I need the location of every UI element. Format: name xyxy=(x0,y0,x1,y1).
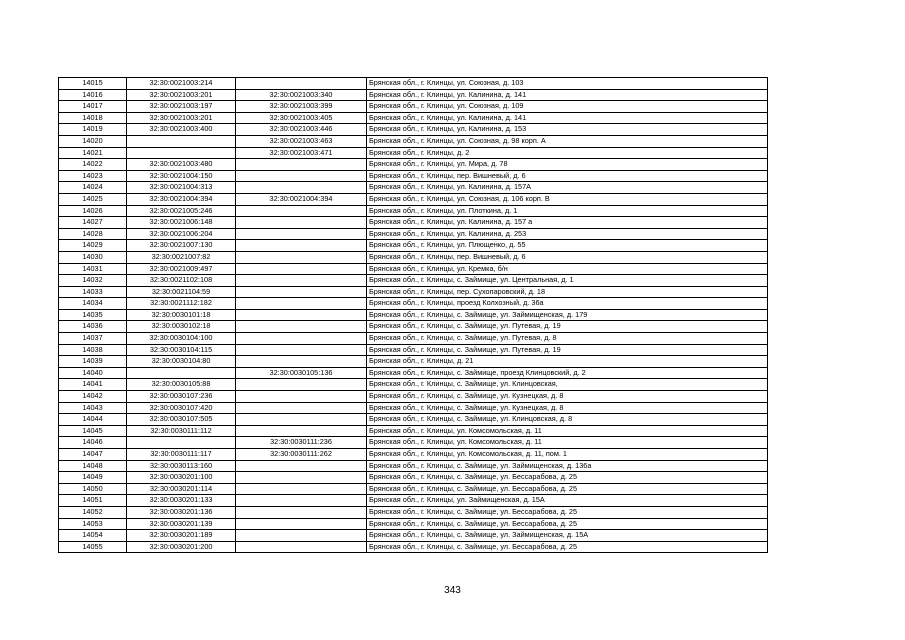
related-cadastral-number-cell xyxy=(236,205,367,217)
related-cadastral-number-cell: 32:30:0021003:405 xyxy=(236,112,367,124)
address-cell: Брянская обл., г. Клинцы, с. Займище, ул. Бессарабова, д. 25 xyxy=(367,518,768,530)
address-cell: Брянская обл., г. Клинцы, ул. Калинина, д. 253 xyxy=(367,228,768,240)
cadastral-number-cell: 32:30:0030104:100 xyxy=(127,333,236,345)
cadastral-number-cell: 32:30:0021102:108 xyxy=(127,275,236,287)
cadastral-number-cell: 32:30:0021003:197 xyxy=(127,101,236,113)
table-row xyxy=(59,124,768,136)
address-cell: Брянская обл., г. Клинцы, ул. Комсомольская, д. 11, пом. 1 xyxy=(367,449,768,461)
table-row xyxy=(59,182,768,194)
related-cadastral-number-cell xyxy=(236,541,367,553)
record-number-cell: 14032 xyxy=(59,275,127,287)
record-number-cell: 14048 xyxy=(59,460,127,472)
address-cell: Брянская обл., г. Клинцы, с. Займище, ул. Центральная, д. 1 xyxy=(367,275,768,287)
related-cadastral-number-cell xyxy=(236,402,367,414)
table-row xyxy=(59,333,768,345)
related-cadastral-number-cell xyxy=(236,344,367,356)
address-cell: Брянская обл., г. Клинцы, ул. Комсомольская, д. 11 xyxy=(367,437,768,449)
cadastral-number-cell: 32:30:0021003:201 xyxy=(127,89,236,101)
cadastral-number-cell: 32:30:0030201:189 xyxy=(127,530,236,542)
table-row xyxy=(59,170,768,182)
table-row xyxy=(59,193,768,205)
cadastral-number-cell: 32:30:0021112:182 xyxy=(127,298,236,310)
cadastral-number-cell: 32:30:0021005:246 xyxy=(127,205,236,217)
related-cadastral-number-cell xyxy=(236,460,367,472)
related-cadastral-number-cell xyxy=(236,170,367,182)
table-row xyxy=(59,228,768,240)
record-number-cell: 14044 xyxy=(59,414,127,426)
table-row xyxy=(59,251,768,263)
address-cell: Брянская обл., г. Клинцы, с. Займище, ул. Кузнецкая, д. 8 xyxy=(367,402,768,414)
record-number-cell: 14018 xyxy=(59,112,127,124)
cadastral-number-cell: 32:30:0030201:139 xyxy=(127,518,236,530)
address-cell: Брянская обл., г. Клинцы, д. 2 xyxy=(367,147,768,159)
related-cadastral-number-cell xyxy=(236,530,367,542)
related-cadastral-number-cell xyxy=(236,286,367,298)
related-cadastral-number-cell xyxy=(236,483,367,495)
cadastral-number-cell: 32:30:0030107:236 xyxy=(127,391,236,403)
table-row xyxy=(59,112,768,124)
record-number-cell: 14015 xyxy=(59,78,127,90)
record-number-cell: 14050 xyxy=(59,483,127,495)
record-number-cell: 14022 xyxy=(59,159,127,171)
cadastral-number-cell: 32:30:0030113:160 xyxy=(127,460,236,472)
table-row xyxy=(59,356,768,368)
cadastral-number-cell: 32:30:0021003:201 xyxy=(127,112,236,124)
record-number-cell: 14019 xyxy=(59,124,127,136)
table-row xyxy=(59,286,768,298)
cadastral-number-cell: 32:30:0021104:59 xyxy=(127,286,236,298)
record-number-cell: 14052 xyxy=(59,506,127,518)
address-cell: Брянская обл., г. Клинцы, ул. Комсомольская, д. 11 xyxy=(367,425,768,437)
related-cadastral-number-cell xyxy=(236,182,367,194)
cadastral-number-cell: 32:30:0030111:112 xyxy=(127,425,236,437)
cadastral-number-cell xyxy=(127,367,236,379)
cadastral-number-cell: 32:30:0030201:136 xyxy=(127,506,236,518)
record-number-cell: 14040 xyxy=(59,367,127,379)
record-number-cell: 14045 xyxy=(59,425,127,437)
record-number-cell: 14043 xyxy=(59,402,127,414)
address-cell: Брянская обл., г. Клинцы, ул. Калинина, д. 157 а xyxy=(367,217,768,229)
table-row xyxy=(59,437,768,449)
record-number-cell: 14055 xyxy=(59,541,127,553)
cadastral-number-cell xyxy=(127,437,236,449)
address-cell: Брянская обл., г. Клинцы, пер. Сухопаровский, д. 18 xyxy=(367,286,768,298)
address-cell: Брянская обл., г. Клинцы, с. Займище, проезд Клинцовский, д. 2 xyxy=(367,367,768,379)
cadastral-number-cell: 32:30:0030104:115 xyxy=(127,344,236,356)
record-number-cell: 14034 xyxy=(59,298,127,310)
page-number: 343 xyxy=(444,585,461,596)
related-cadastral-number-cell xyxy=(236,263,367,275)
record-number-cell: 14036 xyxy=(59,321,127,333)
record-number-cell: 14054 xyxy=(59,530,127,542)
related-cadastral-number-cell xyxy=(236,379,367,391)
record-number-cell: 14023 xyxy=(59,170,127,182)
address-cell: Брянская обл., г. Клинцы, с. Займище, ул. Кузнецкая, д. 8 xyxy=(367,391,768,403)
address-cell: Брянская обл., г. Клинцы, с. Займище, ул. Бессарабова, д. 25 xyxy=(367,541,768,553)
address-cell: Брянская обл., г. Клинцы, пер. Вишневый, д. 6 xyxy=(367,251,768,263)
record-number-cell: 14020 xyxy=(59,135,127,147)
record-number-cell: 14027 xyxy=(59,217,127,229)
table-row xyxy=(59,391,768,403)
record-number-cell: 14026 xyxy=(59,205,127,217)
cadastral-number-cell: 32:30:0021007:130 xyxy=(127,240,236,252)
address-cell: Брянская обл., г. Клинцы, с. Займище, ул. Бессарабова, д. 25 xyxy=(367,472,768,484)
table-row xyxy=(59,402,768,414)
cadastral-number-cell: 32:30:0021003:400 xyxy=(127,124,236,136)
related-cadastral-number-cell: 32:30:0030105:136 xyxy=(236,367,367,379)
record-number-cell: 14035 xyxy=(59,309,127,321)
cadastral-number-cell: 32:30:0021007:82 xyxy=(127,251,236,263)
cadastral-number-cell: 32:30:0021004:313 xyxy=(127,182,236,194)
cadastral-number-cell: 32:30:0030201:100 xyxy=(127,472,236,484)
cadastral-number-cell: 32:30:0021004:150 xyxy=(127,170,236,182)
record-number-cell: 14031 xyxy=(59,263,127,275)
address-cell: Брянская обл., г. Клинцы, ул. Союзная, д. 98 корп. А xyxy=(367,135,768,147)
records-table-body xyxy=(59,78,768,553)
related-cadastral-number-cell: 32:30:0021003:399 xyxy=(236,101,367,113)
related-cadastral-number-cell xyxy=(236,414,367,426)
address-cell: Брянская обл., г. Клинцы, проезд Колхозный, д. 36а xyxy=(367,298,768,310)
address-cell: Брянская обл., г. Клинцы, ул. Кремка, б/н xyxy=(367,263,768,275)
cadastral-number-cell: 32:30:0030102:18 xyxy=(127,321,236,333)
table-row xyxy=(59,321,768,333)
record-number-cell: 14053 xyxy=(59,518,127,530)
record-number-cell: 14029 xyxy=(59,240,127,252)
cadastral-number-cell: 32:30:0030105:88 xyxy=(127,379,236,391)
related-cadastral-number-cell: 32:30:0021003:463 xyxy=(236,135,367,147)
table-row xyxy=(59,518,768,530)
related-cadastral-number-cell xyxy=(236,309,367,321)
table-row xyxy=(59,205,768,217)
address-cell: Брянская обл., г. Клинцы, ул. Плоткина, д. 1 xyxy=(367,205,768,217)
table-row xyxy=(59,344,768,356)
record-number-cell: 14047 xyxy=(59,449,127,461)
related-cadastral-number-cell xyxy=(236,506,367,518)
cadastral-number-cell: 32:30:0030107:505 xyxy=(127,414,236,426)
related-cadastral-number-cell xyxy=(236,159,367,171)
related-cadastral-number-cell xyxy=(236,333,367,345)
related-cadastral-number-cell xyxy=(236,321,367,333)
record-number-cell: 14021 xyxy=(59,147,127,159)
address-cell: Брянская обл., г. Клинцы, д. 21 xyxy=(367,356,768,368)
table-row xyxy=(59,240,768,252)
address-cell: Брянская обл., г. Клинцы, с. Займище, ул. Клинцовская, xyxy=(367,379,768,391)
cadastral-number-cell: 32:30:0021006:148 xyxy=(127,217,236,229)
table-row xyxy=(59,483,768,495)
table-row xyxy=(59,159,768,171)
table-row xyxy=(59,217,768,229)
record-number-cell: 14037 xyxy=(59,333,127,345)
table-row xyxy=(59,135,768,147)
address-cell: Брянская обл., г. Клинцы, с. Займище, ул. Путевая, д. 19 xyxy=(367,321,768,333)
cadastral-number-cell: 32:30:0030107:420 xyxy=(127,402,236,414)
related-cadastral-number-cell xyxy=(236,275,367,287)
address-cell: Брянская обл., г. Клинцы, ул. Калинина, д. 157А xyxy=(367,182,768,194)
table-row xyxy=(59,460,768,472)
related-cadastral-number-cell xyxy=(236,391,367,403)
address-cell: Брянская обл., г. Клинцы, ул. Мира, д. 78 xyxy=(367,159,768,171)
table-row xyxy=(59,530,768,542)
record-number-cell: 14046 xyxy=(59,437,127,449)
address-cell: Брянская обл., г. Клинцы, с. Займище, ул. Путевая, д. 19 xyxy=(367,344,768,356)
cadastral-number-cell: 32:30:0021003:214 xyxy=(127,78,236,90)
related-cadastral-number-cell xyxy=(236,228,367,240)
address-cell: Брянская обл., г. Клинцы, с. Займище, ул. Займищенская, д. 15А xyxy=(367,530,768,542)
address-cell: Брянская обл., г. Клинцы, ул. Калинина, д. 141 xyxy=(367,112,768,124)
table-row xyxy=(59,449,768,461)
record-number-cell: 14030 xyxy=(59,251,127,263)
related-cadastral-number-cell xyxy=(236,425,367,437)
cadastral-number-cell: 32:30:0021009:497 xyxy=(127,263,236,275)
cadastral-number-cell: 32:30:0030111:117 xyxy=(127,449,236,461)
address-cell: Брянская обл., г. Клинцы, ул. Союзная, д. 103 xyxy=(367,78,768,90)
address-cell: Брянская обл., г. Клинцы, с. Займище, ул. Бессарабова, д. 25 xyxy=(367,506,768,518)
address-cell: Брянская обл., г. Клинцы, с. Займище, ул. Путевая, д. 8 xyxy=(367,333,768,345)
related-cadastral-number-cell: 32:30:0021004:394 xyxy=(236,193,367,205)
record-number-cell: 14017 xyxy=(59,101,127,113)
related-cadastral-number-cell xyxy=(236,251,367,263)
record-number-cell: 14025 xyxy=(59,193,127,205)
record-number-cell: 14033 xyxy=(59,286,127,298)
table-row xyxy=(59,506,768,518)
related-cadastral-number-cell xyxy=(236,495,367,507)
table-row xyxy=(59,101,768,113)
table-row xyxy=(59,425,768,437)
table-row xyxy=(59,263,768,275)
cadastral-number-cell: 32:30:0030104:80 xyxy=(127,356,236,368)
cadastral-number-cell: 32:30:0021006:204 xyxy=(127,228,236,240)
record-number-cell: 14038 xyxy=(59,344,127,356)
cadastral-number-cell: 32:30:0021004:394 xyxy=(127,193,236,205)
address-cell: Брянская обл., г. Клинцы, ул. Займищенская, д. 15А xyxy=(367,495,768,507)
cadastral-number-cell xyxy=(127,135,236,147)
table-row xyxy=(59,147,768,159)
related-cadastral-number-cell: 32:30:0021003:340 xyxy=(236,89,367,101)
record-number-cell: 14051 xyxy=(59,495,127,507)
address-cell: Брянская обл., г. Клинцы, с. Займище, ул. Клинцовская, д. 8 xyxy=(367,414,768,426)
table-row xyxy=(59,367,768,379)
table-row xyxy=(59,541,768,553)
address-cell: Брянская обл., г. Клинцы, пер. Вишневый, д. 6 xyxy=(367,170,768,182)
address-cell: Брянская обл., г. Клинцы, ул. Плющенко, д. 55 xyxy=(367,240,768,252)
cadastral-number-cell: 32:30:0030201:200 xyxy=(127,541,236,553)
address-cell: Брянская обл., г. Клинцы, ул. Союзная, д. 106 корп. В xyxy=(367,193,768,205)
related-cadastral-number-cell: 32:30:0030111:262 xyxy=(236,449,367,461)
table-row xyxy=(59,495,768,507)
related-cadastral-number-cell: 32:30:0021003:446 xyxy=(236,124,367,136)
table-row xyxy=(59,78,768,90)
related-cadastral-number-cell xyxy=(236,518,367,530)
cadastral-number-cell: 32:30:0030201:114 xyxy=(127,483,236,495)
record-number-cell: 14016 xyxy=(59,89,127,101)
table-row xyxy=(59,309,768,321)
table-row xyxy=(59,275,768,287)
related-cadastral-number-cell xyxy=(236,78,367,90)
address-cell: Брянская обл., г. Клинцы, ул. Союзная, д. 109 xyxy=(367,101,768,113)
record-number-cell: 14041 xyxy=(59,379,127,391)
cadastral-number-cell: 32:30:0030101:18 xyxy=(127,309,236,321)
related-cadastral-number-cell xyxy=(236,472,367,484)
records-table xyxy=(58,77,768,553)
address-cell: Брянская обл., г. Клинцы, ул. Калинина, д. 141 xyxy=(367,89,768,101)
related-cadastral-number-cell xyxy=(236,356,367,368)
cadastral-number-cell xyxy=(127,147,236,159)
table-row xyxy=(59,414,768,426)
record-number-cell: 14049 xyxy=(59,472,127,484)
related-cadastral-number-cell xyxy=(236,217,367,229)
table-row xyxy=(59,298,768,310)
cadastral-number-cell: 32:30:0021003:480 xyxy=(127,159,236,171)
table-row xyxy=(59,379,768,391)
table-row xyxy=(59,89,768,101)
address-cell: Брянская обл., г. Клинцы, с. Займище, ул. Займищенская, д. 136а xyxy=(367,460,768,472)
record-number-cell: 14028 xyxy=(59,228,127,240)
related-cadastral-number-cell xyxy=(236,298,367,310)
record-number-cell: 14042 xyxy=(59,391,127,403)
record-number-cell: 14039 xyxy=(59,356,127,368)
cadastral-number-cell: 32:30:0030201:133 xyxy=(127,495,236,507)
table-row xyxy=(59,472,768,484)
address-cell: Брянская обл., г. Клинцы, ул. Калинина, д. 153 xyxy=(367,124,768,136)
related-cadastral-number-cell: 32:30:0021003:471 xyxy=(236,147,367,159)
related-cadastral-number-cell xyxy=(236,240,367,252)
address-cell: Брянская обл., г. Клинцы, с. Займище, ул. Займищенская, д. 179 xyxy=(367,309,768,321)
related-cadastral-number-cell: 32:30:0030111:236 xyxy=(236,437,367,449)
record-number-cell: 14024 xyxy=(59,182,127,194)
address-cell: Брянская обл., г. Клинцы, с. Займище, ул. Бессарабова, д. 25 xyxy=(367,483,768,495)
